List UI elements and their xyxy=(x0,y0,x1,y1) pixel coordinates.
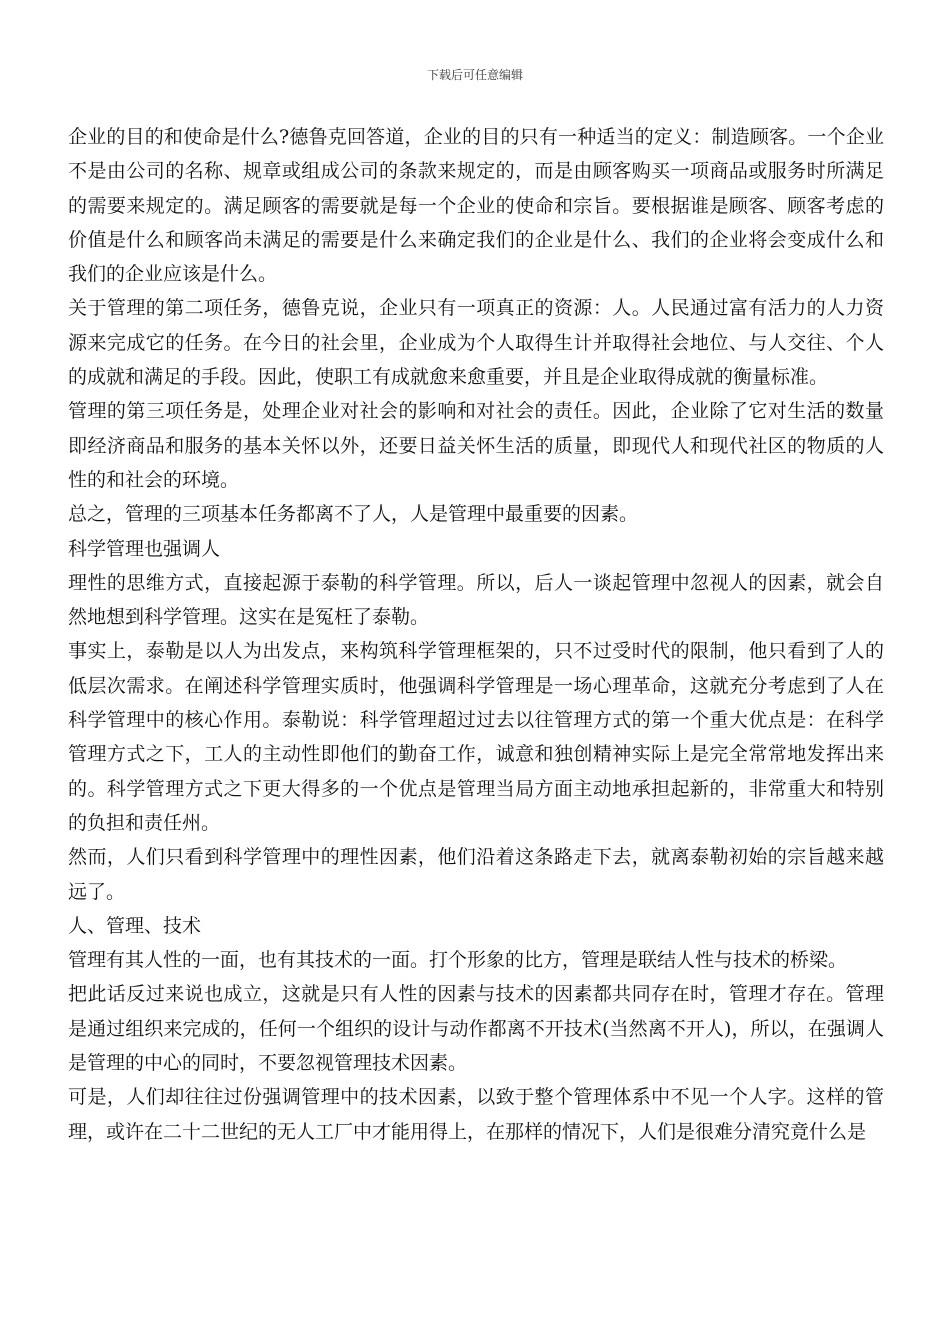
paragraph: 管理有其人性的一面，也有其技术的一面。打个形象的比方，管理是联结人性与技术的桥梁。 xyxy=(68,949,848,972)
paragraph: 可是，人们却往往过份强调管理中的技术因素，以致于整个管理体系中不见一个人字。这样的管理，或许在二十二世纪的无人工厂中才能用得上，在那样的情况下，人们是很难分清究竟什么是 xyxy=(68,1086,884,1143)
paragraph: 事实上，泰勒是以人为出发点，来构筑科学管理框架的，只不过受时代的限制，他只看到了人的低层次需求。在阐述科学管理实质时，他强调科学管理是一场心理革命，这就充分考虑到了人在科学管理中的核心作用。泰勒说：科学管理超过过去以往管理方式的第一个重大优点是：在科学管理方式之下，工人的主动性即他们的勤奋工作，诚意和独创精神实际上是完全常常地发挥出来的。科学管理方式之下更大得多的一个优点是管理当局方面主动地承担起新的，非常重大和特别的负担和责任州。 xyxy=(68,640,884,834)
section-heading: 科学管理也强调人 xyxy=(68,537,221,560)
page-header: 下载后可任意编辑 xyxy=(426,68,523,82)
section-heading: 人、管理、技术 xyxy=(68,914,202,937)
paragraph: 理性的思维方式，直接起源于泰勒的科学管理。所以，后人一谈起管理中忽视人的因素，就会自然地想到科学管理。这实在是冤枉了泰勒。 xyxy=(68,571,884,629)
document-body xyxy=(68,120,884,1149)
paragraph: 把此话反过来说也成立，这就是只有人性的因素与技术的因素都共同存在时，管理才存在。管理是通过组织来完成的，任何一个组织的设计与动作都离不开技术(当然离不开人)，所以，在强调人是管理的中心的同时，不要忽视管理技术因素。 xyxy=(68,983,884,1075)
paragraph: 企业的目的和使命是什么?德鲁克回答道，企业的目的只有一种适当的定义：制造顾客。一个企业不是由公司的名称、规章或组成公司的条款来规定的，而是由顾客购买一项商品或服务时所满足的需要来规定的。满足顾客的需要就是每一个企业的使命和宗旨。要根据谁是顾客、顾客考虑的价值是什么和顾客尚未满足的需要是什么来确定我们的企业是什么、我们的企业将会变成什么和我们的企业应该是什么。 xyxy=(68,126,884,286)
paragraph: 管理的第三项任务是，处理企业对社会的影响和对社会的责任。因此，企业除了它对生活的数量即经济商品和服务的基本关怀以外，还要日益关怀生活的质量，即现代人和现代社区的物质的人性的和社会的环境。 xyxy=(68,400,884,491)
paragraph: 总之，管理的三项基本任务都离不了人，人是管理中最重要的因素。 xyxy=(68,503,639,526)
paragraph: 关于管理的第二项任务，德鲁克说，企业只有一项真正的资源：人。人民通过富有活力的人力资源来完成它的任务。在今日的社会里，企业成为个人取得生计并取得社会地位、与人交往、个人的成就和满足的手段。因此，使职工有成就愈来愈重要，并且是企业取得成就的衡量标准。 xyxy=(68,297,884,389)
paragraph: 然而，人们只看到科学管理中的理性因素，他们沿着这条路走下去，就离泰勒初始的宗旨越来越远了。 xyxy=(68,846,884,903)
